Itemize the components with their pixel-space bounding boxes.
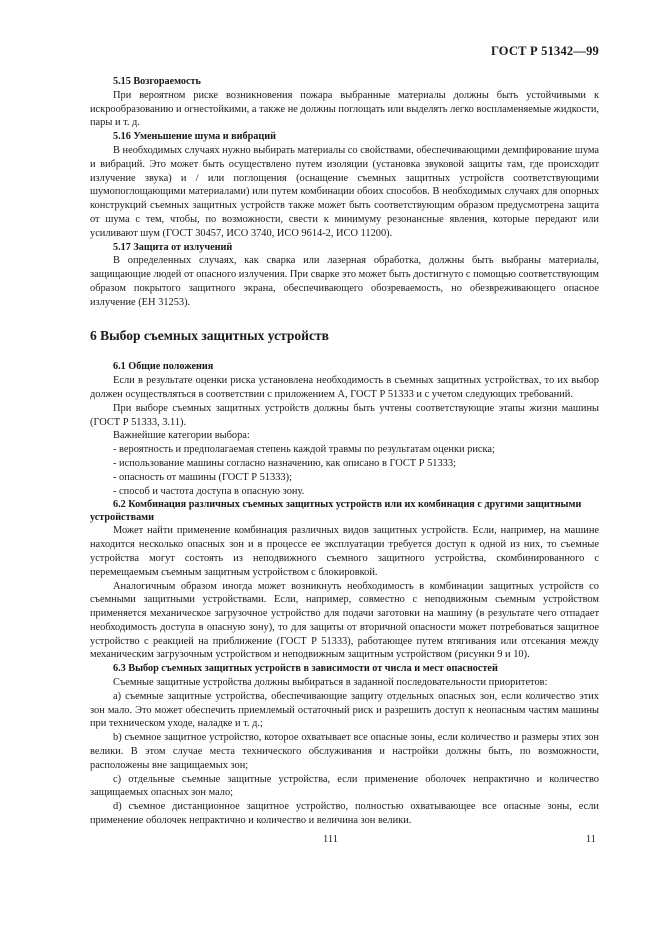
list-item: - опасность от машины (ГОСТ Р 51333); xyxy=(113,471,292,483)
section-heading-6-1: 6.1 Общие положения xyxy=(113,361,214,373)
list-item: b) съемное защитное устройство, которое охватывает все опасные зоны, если количество и размеры этих зон велики. В этом случае места технического обслуживания и настройки должны быть, по возможности, расположены вне защищаемых зон; xyxy=(90,732,599,771)
section-heading-5-17: 5.17 Защита от излучений xyxy=(113,241,233,253)
section-heading-5-15: 5.15 Возгораемость xyxy=(113,76,201,87)
page-number-right: 11 xyxy=(585,834,596,845)
paragraph: Важнейшие категории выбора: xyxy=(113,430,250,442)
paragraph: Съемные защитные устройства должны выбираться в заданной последовательности приоритетов: xyxy=(113,677,548,689)
paragraph: В необходимых случаях нужно выбирать материалы со свойствами, обеспечивающими демпфирование шума и вибраций. Это может быть осуществлено путем изоляции (установка звуковой защиты там, где происходит излучение звука) и / или поглощения (оснащение съемных защитных устройств соответствующими шумопоглощающими материалами) или путем комбинации обоих способов. В необходимых случаях для опорных конструкций съемных защитных устройств также может быть соответствующим образом предусмотрена защита от шума с тем, чтобы, по возможности, свести к минимуму резонансные явления, которые передают или усиливают шум (ГОСТ 30457, ИСО 3740, ИСО 9614-2, ИСО 11200). xyxy=(90,144,599,239)
list-item: d) съемное дистанционное защитное устройство, полностью охватывающее все опасные зоны, если применение оболочек непрактично и количество и величина зон велики. xyxy=(90,801,599,827)
paragraph: При выборе съемных защитных устройств должны быть учтены соответствующие этапы жизни машины (ГОСТ Р 51333, 3.11). xyxy=(90,402,599,428)
section-heading-5-16: 5.16 Уменьшение шума и вибраций xyxy=(113,131,276,143)
paragraph: При вероятном риске возникновения пожара выбранные материалы должны быть устойчивыми к искрообразованию и огнестойкими, а также не должны поглощать или выделять легко воспламеняемые жидкости, пары и т. д. xyxy=(90,89,599,129)
standard-code: ГОСТ Р 51342—99 xyxy=(490,44,599,58)
list-item: - вероятность и предполагаемая степень каждой травмы по результатам оценки риска; xyxy=(113,444,495,456)
list-item: а) съемные защитные устройства, обеспечивающие защиту отдельных опасных зон, если количество этих зон мало. Это может обеспечить приемлемый остаточный риск и разрешить доступ к неопасным частям машины при техническом уходе, наладке и т. д.; xyxy=(90,690,599,730)
page-number-center: 111 xyxy=(323,834,338,845)
list-item: с) отдельные съемные защитные устройства, если применение оболочек непрактично и количество защищаемых опасных зон мало; xyxy=(90,773,599,799)
document-body xyxy=(90,75,599,828)
paragraph: Аналогичным образом иногда может возникнуть необходимость в комбинации защитных устройств со съемными защитными устройствами. Если, например, совместно с неподвижным съемным устройством применяется механическое загрузочное устройство для подачи заготовки на машину (в результате чего отпадает необходимость доступа в опасную зону), то для защиты от вторичной опасности может потребоваться защитное устройство с реакцией на приближение (ГОСТ Р 51333), работающее путем втягивания или отсекания между механическим загрузочным устройством и неподвижным защитным устройством (рисунки 9 и 10). xyxy=(90,580,599,661)
list-item: - использование машины согласно назначению, как описано в ГОСТ Р 51333; xyxy=(113,457,456,469)
section-heading-6-3: 6.3 Выбор съемных защитных устройств в зависимости от числа и мест опасностей xyxy=(113,663,498,675)
paragraph: Может найти применение комбинация различных видов защитных устройств. Если, например, на машине находится несколько опасных зон и в процессе ее эксплуатации требуется доступ к одной из них, то съемные устройства могут состоять из неподвижного съемного защитного устройства, скомбинированного с перемещаемым съемным защитным устройством с блокировкой. xyxy=(90,525,599,578)
paragraph: В определенных случаях, как сварка или лазерная обработка, должны быть выбраны материалы, защищающие людей от опасного излучения. При сварке это может быть достигнуто с помощью соответствующим образом покрытого защитного экрана, обеспечивающего обозреваемость, но обезвреживающего опасное излучение (ЕН 31253). xyxy=(90,255,599,308)
section-heading-6: 6 Выбор съемных защитных устройств xyxy=(90,327,329,343)
section-heading-6-2: 6.2 Комбинация различных съемных защитных устройств или их комбинация с другими защитными устройствами xyxy=(90,499,582,524)
list-item: - способ и частота доступа в опасную зону. xyxy=(113,485,305,497)
paragraph: Если в результате оценки риска установлена необходимость в съемных защитных устройствах, то их выбор должен осуществляться в соответствии с приложением А, ГОСТ Р 51333 и с учетом следующих требований. xyxy=(90,375,599,400)
